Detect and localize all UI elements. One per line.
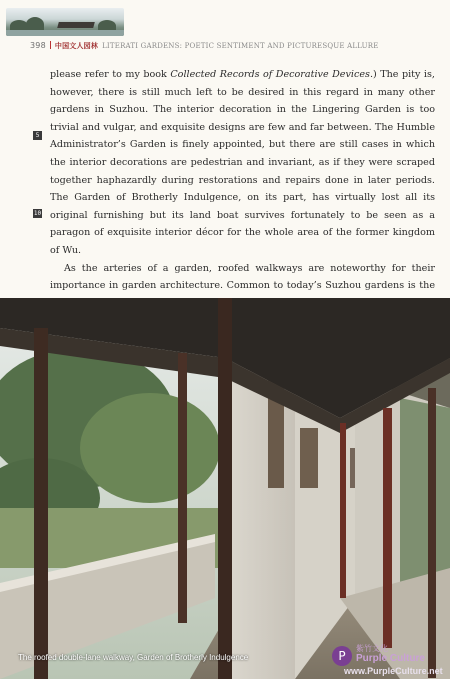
running-title: LITERATI GARDENS: POETIC SENTIMENT AND PICTURESQUE ALLURE bbox=[102, 42, 379, 50]
watermark-url: www.PurpleCulture.net bbox=[344, 666, 443, 676]
book-title: Collected Records of Decorative Devices bbox=[170, 69, 370, 80]
publisher-watermark bbox=[332, 640, 444, 676]
running-head bbox=[30, 41, 379, 55]
page-header bbox=[0, 0, 450, 56]
header-thumbnail-image bbox=[6, 8, 124, 36]
walkway-photograph bbox=[0, 298, 450, 679]
paragraph-2: As the arteries of a garden, roofed walkways are noteworthy for their importance in garden architecture. Common to today’s Suzhou gardens is the bbox=[50, 262, 435, 292]
line-number-marker: 10 bbox=[33, 210, 42, 217]
watermark-chinese: 紫竹文化 bbox=[356, 644, 388, 653]
body-text bbox=[50, 66, 435, 312]
photo-caption: The roofed double-lane walkway, Garden of Brotherly Indulgence bbox=[18, 653, 249, 662]
watermark-name: Purple Culture bbox=[356, 653, 425, 664]
page-number: 398 bbox=[30, 41, 46, 50]
publisher-logo-icon: P bbox=[332, 646, 352, 666]
header-divider bbox=[50, 41, 51, 49]
line-number-marker: 5 bbox=[33, 131, 42, 140]
paragraph-1: please refer to my book Collected Records of Decorative Devices.) The pity is, however, there is still much left to be desired in this regard in many other gardens in Suzhou. The interior decoration in the Lingering Garden is too trivial and vulgar, and exquisite designs are few and far between. The Humble Administrator’s Garden is finely appointed, but there are still cases in which the interior decorations are pedestrian and invariant, as if they were scraped together haphazardly during restorations and repairs done in later periods. The Garden of Brotherly Indulgence, on its part, has virtually lost all its original furnishing but its land boat survives fortunately to be seen as a paragon of exquisite interior décor for the whole area of the former kingdom of Wu. bbox=[50, 69, 435, 256]
chinese-series-title: 中国文人园林 bbox=[54, 42, 99, 50]
walkway-photo-illustration bbox=[0, 298, 450, 679]
